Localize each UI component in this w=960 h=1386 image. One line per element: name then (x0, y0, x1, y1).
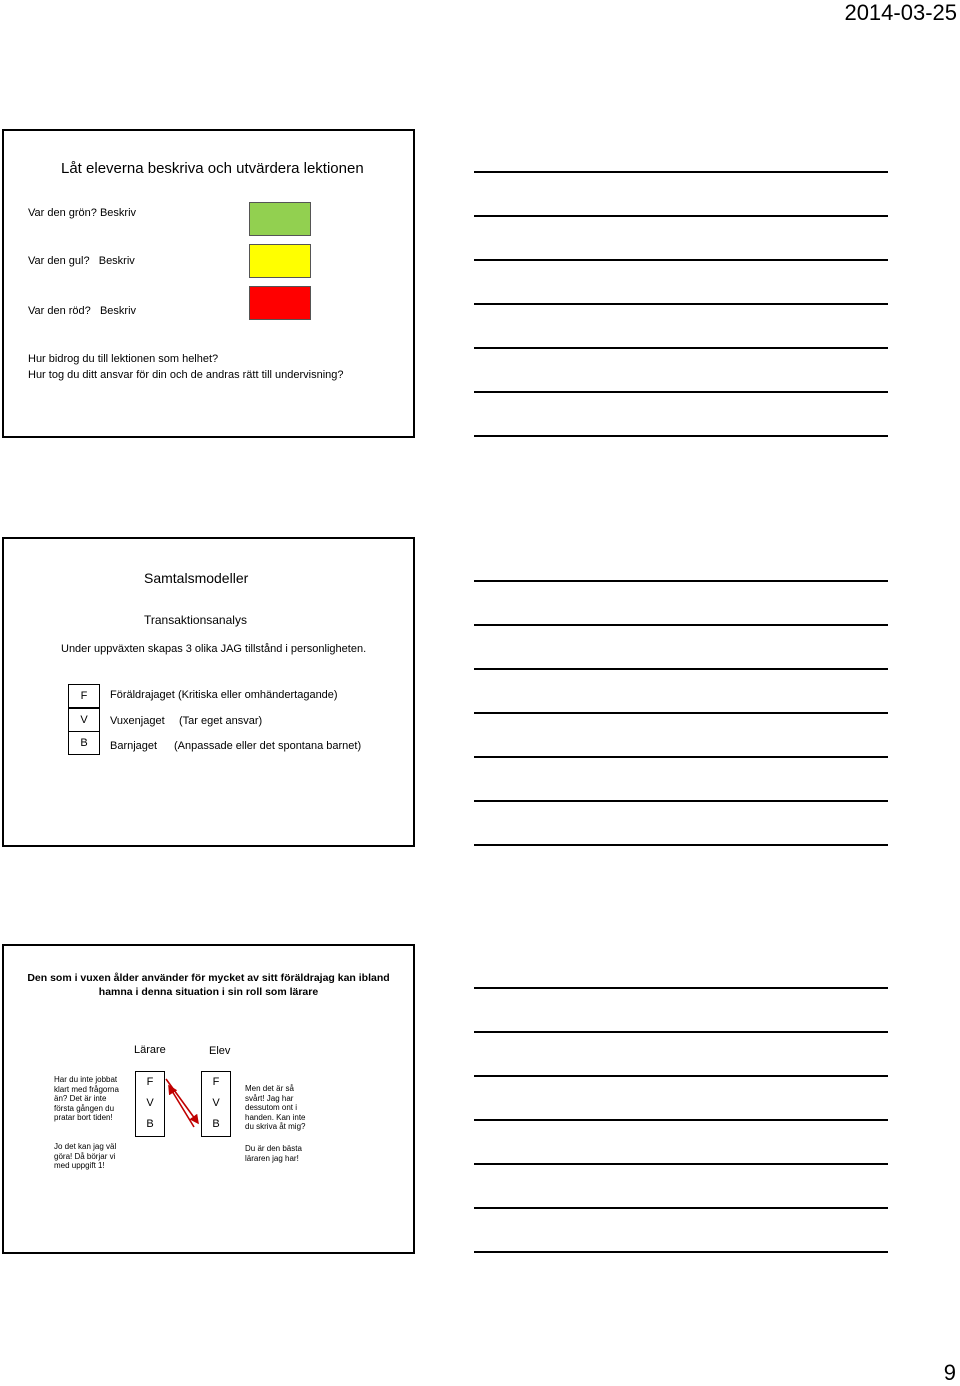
student-ego-stack (201, 1071, 231, 1137)
teacher-letter: V (146, 1097, 154, 1109)
question-green: Var den grön? Beskriv (28, 207, 137, 219)
note-line (474, 712, 888, 714)
student-label: Elev (209, 1045, 231, 1057)
ego-box-f (68, 684, 100, 708)
slide-3-heading-line2: hamna i denna situation i sin roll som lärare (98, 986, 319, 998)
note-line (474, 391, 888, 393)
note-line (474, 624, 888, 626)
note-line (474, 987, 888, 989)
note-line (474, 435, 888, 437)
slide-2 (2, 537, 415, 847)
note-line (474, 668, 888, 670)
ego-box-v (68, 708, 100, 732)
note-line (474, 1251, 888, 1253)
slide-3-heading-line1: Den som i vuxen ålder använder för mycket av sitt föräldrajag kan ibland (27, 972, 390, 984)
note-line (474, 1031, 888, 1033)
yellow-swatch (249, 244, 311, 278)
student-letter: F (212, 1076, 220, 1088)
student-letter: B (212, 1118, 220, 1130)
note-line (474, 303, 888, 305)
student-quote-2: Du är den bästa läraren jag har! (245, 1144, 302, 1163)
note-line (474, 215, 888, 217)
student-letter: V (212, 1097, 220, 1109)
note-line (474, 171, 888, 173)
question-red: Var den röd? Beskriv (28, 305, 137, 317)
teacher-quote-1: Har du inte jobbat klart med frågorna än? Det är inte första gången du pratar bort tiden! (54, 1075, 119, 1122)
teacher-label: Lärare (134, 1044, 166, 1056)
ego-letter: V (80, 714, 88, 726)
teacher-ego-stack (135, 1071, 165, 1137)
slide-2-title: Samtalsmodeller (144, 570, 249, 586)
transaction-arrows (163, 1071, 201, 1135)
note-line (474, 1075, 888, 1077)
arrow-student-to-teacher (169, 1086, 194, 1127)
slide-3-heading (4, 971, 413, 999)
note-line (474, 1207, 888, 1209)
header-date: 2014-03-25 (844, 0, 957, 25)
note-line (474, 756, 888, 758)
ego-name: Barnjaget (110, 740, 158, 752)
ego-desc: (Anpassade eller det spontana barnet) (174, 740, 362, 752)
note-line (474, 1119, 888, 1121)
slide-2-intro: Under uppväxten skapas 3 olika JAG tillstånd i personligheten. (61, 643, 367, 655)
slide-1 (2, 129, 415, 438)
slide-1-title: Låt eleverna beskriva och utvärdera lektionen (61, 160, 364, 177)
ego-name: Föräldrajaget (110, 689, 175, 701)
question-yellow: Var den gul? Beskriv (28, 255, 135, 267)
slide-3 (2, 944, 415, 1254)
ego-desc: (Tar eget ansvar) (179, 715, 263, 727)
question-responsibility: Hur tog du ditt ansvar för din och de andras rätt till undervisning? (28, 369, 344, 381)
arrow-teacher-to-student (166, 1079, 198, 1123)
ego-letter: F (80, 690, 88, 702)
page-number: 9 (943, 1360, 956, 1385)
ego-desc: (Kritiska eller omhändertagande) (178, 689, 338, 701)
teacher-letter: B (146, 1118, 154, 1130)
red-swatch (249, 286, 311, 320)
note-line (474, 347, 888, 349)
ego-box-b (68, 731, 100, 755)
question-whole: Hur bidrog du till lektionen som helhet? (28, 353, 219, 365)
note-line (474, 1163, 888, 1165)
note-line (474, 800, 888, 802)
teacher-quote-2: Jo det kan jag väl göra! Då börjar vi med uppgift 1! (54, 1142, 117, 1170)
note-line (474, 580, 888, 582)
note-line (474, 844, 888, 846)
teacher-letter: F (146, 1076, 154, 1088)
slide-2-subtitle: Transaktionsanalys (144, 613, 247, 627)
green-swatch (249, 202, 311, 236)
student-quote-1: Men det är så svårt! Jag har dessutom ont i handen. Kan inte du skriva åt mig? (245, 1084, 306, 1131)
ego-name: Vuxenjaget (110, 715, 165, 727)
ego-letter: B (80, 737, 88, 749)
note-line (474, 259, 888, 261)
